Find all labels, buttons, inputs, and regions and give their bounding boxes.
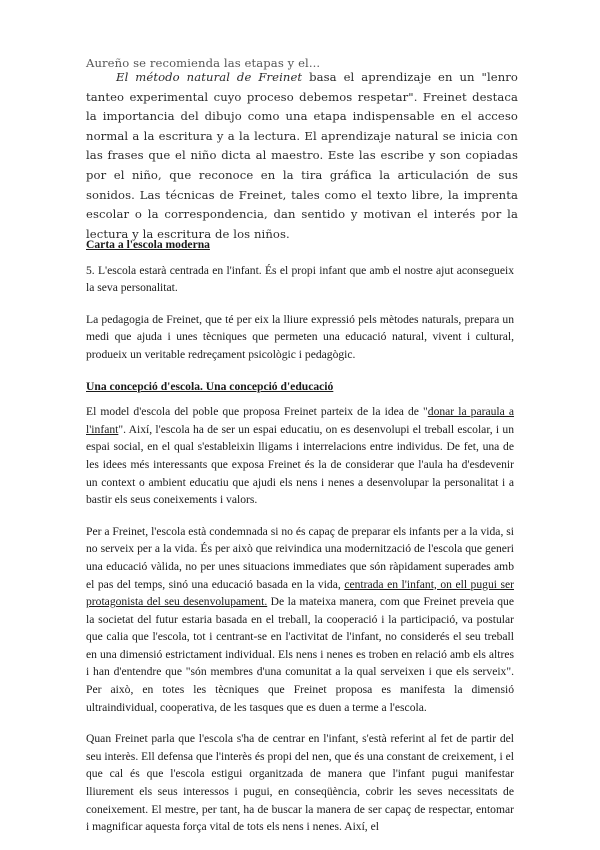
scan-cut-line: Aureño se recomienda las etapas y el... [86, 56, 321, 70]
paragraph-pedagogia: La pedagogia de Freinet, que té per eix la lliure expressió pels mètodes naturals, prepara un medi que ajuda i unes tècniques que permeten una educació natural, vivent i cultural, produeix un veritable redreçament psicològic i pedagògic. [86, 312, 514, 361]
scanned-excerpt [86, 56, 519, 241]
text-segment: Per a Freinet, l'escola està condemnada si no és capaç de preparar els infants per a la vida, si no serveix per a la vida. És per això que reivindica una modernització de l'escola que generi una educació vàlida, no per unes situacions immediates que són ràpidament superades amb el pas del temps, sinó una educació basada en la vida, [86, 524, 514, 591]
document-body [86, 236, 514, 850]
paragraph-point-5: 5. L'escola estarà centrada en l'infant. És el propi infant que amb el nostre ajut aconsegueix la seva personalitat. [86, 263, 514, 295]
text-segment: El model d'escola del poble que proposa Freinet parteix de la idea de " [86, 405, 428, 419]
text-segment: De la mateixa manera, com que Freinet preveia que la societat del futur estaria basada en el treball, la cooperació i la participació, va postular que calia que l'escola, tot i centrant-se en l'activitat de l'infant, no considerés el seu treball en una dimensió estrictament individual. Els nens i nenes es troben en relació amb els altres i han d'entendre que "són membres d'una comunitat a la qual serveixen i que els serveix". Per això, en totes les tècniques que Freinet proposa es manifesta la dimensió ultraindividual, cooperativa, de les tasques que es duen a terme a l'escola. [86, 595, 514, 714]
scan-lead-title: El método natural de Freinet [116, 70, 303, 84]
scan-lead-rest: basa el aprendizaje en un "lenro tanteo experimental cuyo proceso debemos respetar". Freinet destaca la importancia del dibujo como una etapa indispensable en el acceso normal a la escritura y a la lectura. El aprendizaje natural se inicia con las frases que el niño dicta al maestro. Este las escribe y son copiadas por el niño, que reconoce en la tira gráfica la articulación de sus sonidos. Las técnicas de Freinet, tales como el texto libre, la imprenta escolar o la correspondencia, dan sentido y motivan el interés por la lectura y la escritura de los niños. [86, 70, 519, 241]
paragraph-model-escola [86, 403, 514, 509]
underlined-phrase: centrada en l'infant, on ell pugui ser protagonista del seu desenvolupament. [86, 577, 515, 609]
section-heading-concepcio: Una concepció d'escola. Una concepció d'educació [86, 379, 334, 393]
text-segment: ". Així, l'escola ha de ser un espai educatiu, on es desenvolupi el treball escolar, i un espai social, en el qual s'estableixin lligams i interrelacions entre individus. De fet, una de les idees més interessants que exposa Freinet és la de considerar que l'aula ha d'esdevenir un context o ambient educatiu que ajudi els nens i nenes a desenvolupar la personalitat i a bastir els seus coneixements i valors. [86, 422, 514, 507]
paragraph-freinet-vida [86, 523, 514, 717]
scan-paragraph [86, 68, 518, 244]
section-heading-carta: Carta a l'escola moderna [86, 238, 210, 251]
underlined-quote: donar la paraula a l'infant [86, 405, 515, 436]
paragraph-interes: Quan Freinet parla que l'escola s'ha de centrar en l'infant, s'està referint al fet de partir del seu interès. Ell defensa que l'interès és propi del nen, que és una constant de creixement, i el que cal és que l'escola estigui organitzada de manera que l'infant pugui manifestar lliurement els seus interessos i pugui, en conseqüència, cobrir les seves necessitats de coneixement. El mestre, per tant, ha de buscar la manera de ser capaç de respectar, entomar i magnificar aquesta força vital de tots els nens i nenes. Així, el [86, 732, 514, 834]
